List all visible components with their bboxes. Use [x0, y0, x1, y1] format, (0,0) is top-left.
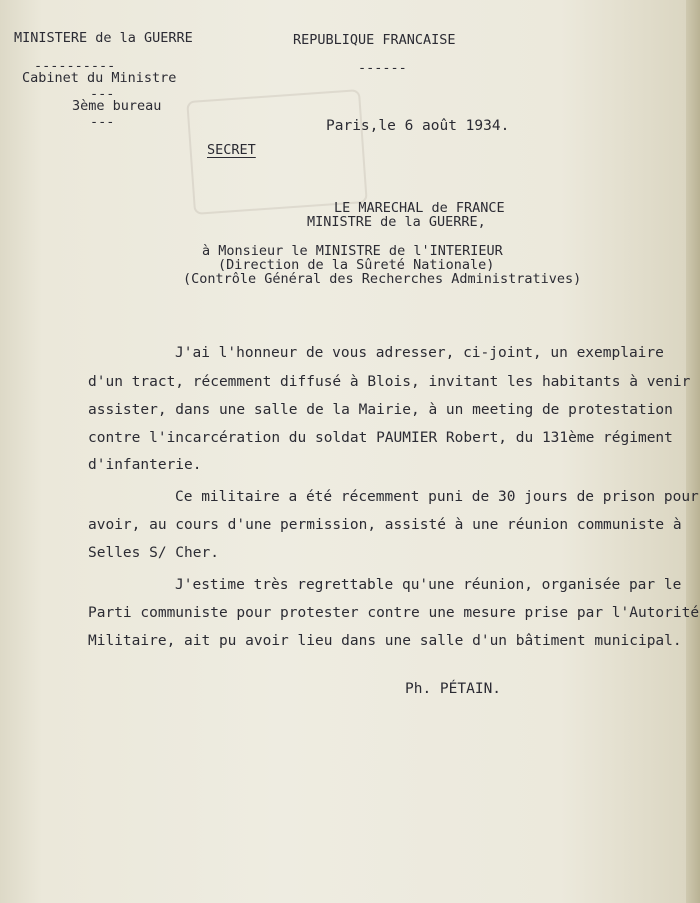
- recipient-control: (Contrôle Général des Recherches Administratives): [183, 271, 582, 287]
- body-line: Ce militaire a été récemment puni de 30 jours de prison pour: [175, 489, 699, 505]
- header-divider: ---: [90, 114, 115, 130]
- body-line: Militaire, ait pu avoir lieu dans une salle d'un bâtiment municipal.: [88, 633, 682, 649]
- republic-heading: REPUBLIQUE FRANCAISE: [293, 32, 456, 48]
- body-line: d'un tract, récemment diffusé à Blois, invitant les habitants à venir: [88, 374, 691, 390]
- cabinet-line: Cabinet du Ministre: [22, 70, 177, 86]
- body-line: J'ai l'honneur de vous adresser, ci-joint, un exemplaire: [175, 345, 664, 361]
- binding-edge: [686, 0, 700, 903]
- republic-divider: ------: [358, 60, 407, 76]
- body-line: d'infanterie.: [88, 457, 202, 473]
- bureau-line: 3ème bureau: [72, 98, 162, 114]
- sender-title: LE MARECHAL de FRANCE: [334, 200, 505, 216]
- place-date: Paris,le 6 août 1934.: [326, 118, 510, 134]
- body-line: Parti communiste pour protester contre une mesure prise par l'Autorité: [88, 605, 700, 621]
- body-line: avoir, au cours d'une permission, assisté à une réunion communiste à: [88, 517, 682, 533]
- header-divider: ---: [90, 86, 115, 102]
- ministry-heading: MINISTERE de la GUERRE: [14, 30, 193, 46]
- sender-office: MINISTRE de la GUERRE,: [307, 214, 486, 230]
- header-divider: ----------: [34, 58, 116, 74]
- classification-label: SECRET: [207, 142, 256, 158]
- recipient-line: à Monsieur le MINISTRE de l'INTERIEUR: [202, 243, 503, 259]
- body-line: Selles S/ Cher.: [88, 545, 219, 561]
- recipient-direction: (Direction de la Sûreté Nationale): [218, 257, 495, 273]
- body-line: contre l'incarcération du soldat PAUMIER Robert, du 131ème régiment: [88, 430, 673, 446]
- signature: Ph. PÉTAIN.: [405, 681, 502, 697]
- body-line: J'estime très regrettable qu'une réunion, organisée par le: [175, 577, 682, 593]
- body-line: assister, dans une salle de la Mairie, à un meeting de protestation: [88, 402, 673, 418]
